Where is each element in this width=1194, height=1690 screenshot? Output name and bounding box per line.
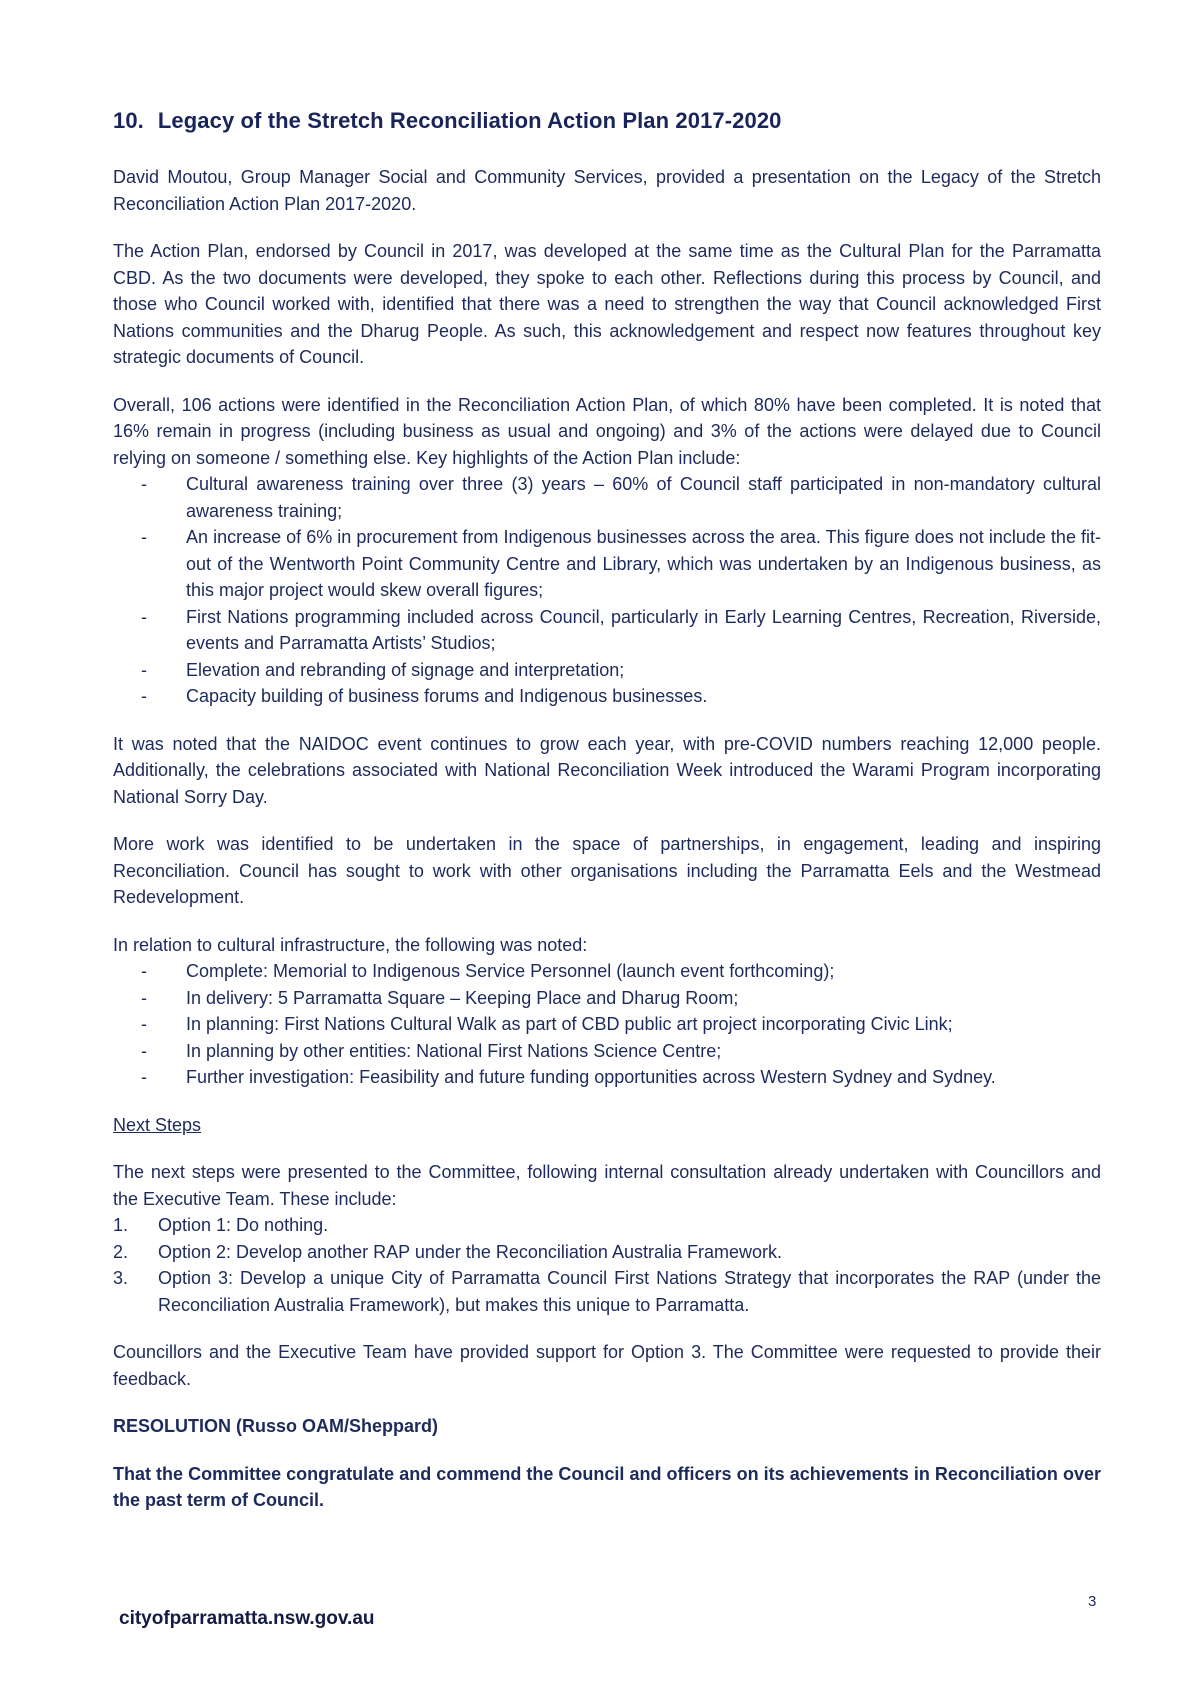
next-steps-heading: Next Steps xyxy=(113,1114,202,1135)
page-number: 3 xyxy=(1088,1593,1097,1610)
list-item-text: Option 3: Develop a unique City of Parramatta Council First Nations Strategy that incorporates the RAP (under the Reconciliation Australia Framework), but makes this unique to Parramatta. xyxy=(158,1268,1101,1315)
list-marker: - xyxy=(141,1040,147,1061)
list-item xyxy=(113,1011,1101,1038)
resolution-heading: RESOLUTION (Russo OAM/Sheppard) xyxy=(113,1416,439,1436)
list-item-text: An increase of 6% in procurement from Indigenous businesses across the area. This figure does not include the fit-out of the Wentworth Point Community Centre and Library, which was undertaken by an Indigenous business, as this major project would skew overall figures; xyxy=(186,527,1101,600)
list-marker: - xyxy=(141,659,147,680)
section-heading xyxy=(113,108,1101,134)
infrastructure-paragraph: In relation to cultural infrastructure, the following was noted: xyxy=(113,934,588,955)
resolution-text: That the Committee congratulate and commend the Council and officers on its achievements in Reconciliation over the past term of Council. xyxy=(113,1463,1101,1510)
infrastructure-list xyxy=(113,958,1101,1091)
list-marker: 2. xyxy=(113,1241,129,1262)
naidoc-paragraph: It was noted that the NAIDOC event continues to grow each year, with pre-COVID numbers reaching 12,000 people. Additionally, the celebrations associated with National Reconciliation Week introduced the Warami Program incorporating National Sorry Day. xyxy=(113,733,1101,807)
list-item xyxy=(113,1239,1101,1266)
footer-url: cityofparramatta.nsw.gov.au xyxy=(119,1608,375,1629)
list-item xyxy=(113,1265,1101,1318)
section-number: 10. xyxy=(113,108,144,133)
document-body xyxy=(113,108,1101,1535)
list-marker: - xyxy=(141,474,147,494)
list-item-text: Complete: Memorial to Indigenous Service Personnel (launch event forthcoming); xyxy=(186,961,835,981)
list-marker: 1. xyxy=(113,1215,129,1235)
more-work-paragraph: More work was identified to be undertaken in the space of partnerships, in engagement, leading and inspiring Reconciliation. Council has sought to work with other organisations including the Parramatta Eels and the Westmead Redevelopment. xyxy=(113,834,1101,907)
list-item xyxy=(113,471,1101,524)
list-marker: 3. xyxy=(113,1268,129,1288)
next-steps-paragraph: The next steps were presented to the Committee, following internal consultation already undertaken with Councillors and the Executive Team. These include: xyxy=(113,1162,1101,1209)
list-item-text: Capacity building of business forums and Indigenous businesses. xyxy=(186,686,708,706)
list-marker: - xyxy=(141,606,147,627)
list-item xyxy=(113,958,1101,985)
list-item xyxy=(113,1038,1101,1065)
list-item xyxy=(113,1212,1101,1239)
list-item-text: Option 2: Develop another RAP under the Reconciliation Australia Framework. xyxy=(158,1241,782,1262)
options-list xyxy=(113,1212,1101,1318)
action-plan-paragraph: The Action Plan, endorsed by Council in 2017, was developed at the same time as the Cultural Plan for the Parramatta CBD. As the two documents were developed, they spoke to each other. Reflections during this process by Council, and those who Council worked with, identified that there was a need to strengthen the way that Council acknowledged First Nations communities and the Dharug People. As such, this acknowledgement and respect now features throughout key strategic documents of Council. xyxy=(113,241,1101,367)
list-item-text: In delivery: 5 Parramatta Square – Keeping Place and Dharug Room; xyxy=(186,987,739,1008)
list-item-text: In planning: First Nations Cultural Walk as part of CBD public art project incorporating Civic Link; xyxy=(186,1014,953,1034)
list-item xyxy=(113,1064,1101,1091)
list-item xyxy=(113,524,1101,604)
list-item xyxy=(113,657,1101,684)
support-paragraph: Councillors and the Executive Team have provided support for Option 3. The Committee were requested to provide their feedback. xyxy=(113,1342,1101,1389)
list-item-text: Further investigation: Feasibility and future funding opportunities across Western Sydney and Sydney. xyxy=(186,1067,996,1087)
list-item-text: Cultural awareness training over three (3) years – 60% of Council staff participated in non-mandatory cultural awareness training; xyxy=(186,474,1101,521)
list-marker: - xyxy=(141,961,147,981)
list-item xyxy=(113,985,1101,1012)
highlights-list xyxy=(113,471,1101,710)
list-item xyxy=(113,604,1101,657)
section-title: Legacy of the Stretch Reconciliation Action Plan 2017-2020 xyxy=(157,108,782,133)
list-marker: - xyxy=(141,527,147,547)
list-marker: - xyxy=(141,1014,147,1034)
list-item-text: First Nations programming included across Council, particularly in Early Learning Centres, Recreation, Riverside, events and Parramatta Artists’ Studios; xyxy=(186,606,1101,653)
list-marker: - xyxy=(141,1067,147,1087)
intro-paragraph: David Moutou, Group Manager Social and Community Services, provided a presentation on the Legacy of the Stretch Reconciliation Action Plan 2017-2020. xyxy=(113,167,1101,214)
list-item-text: Option 1: Do nothing. xyxy=(158,1215,329,1235)
list-item xyxy=(113,683,1101,710)
list-marker: - xyxy=(141,686,147,706)
list-item-text: In planning by other entities: National First Nations Science Centre; xyxy=(186,1040,722,1061)
list-marker: - xyxy=(141,987,147,1008)
list-item-text: Elevation and rebranding of signage and interpretation; xyxy=(186,659,625,680)
overall-paragraph: Overall, 106 actions were identified in the Reconciliation Action Plan, of which 80% have been completed. It is noted that 16% remain in progress (including business as usual and ongoing) and 3% of the actions were delayed due to Council relying on someone / something else. Key highlights of the Action Plan include: xyxy=(113,394,1101,468)
